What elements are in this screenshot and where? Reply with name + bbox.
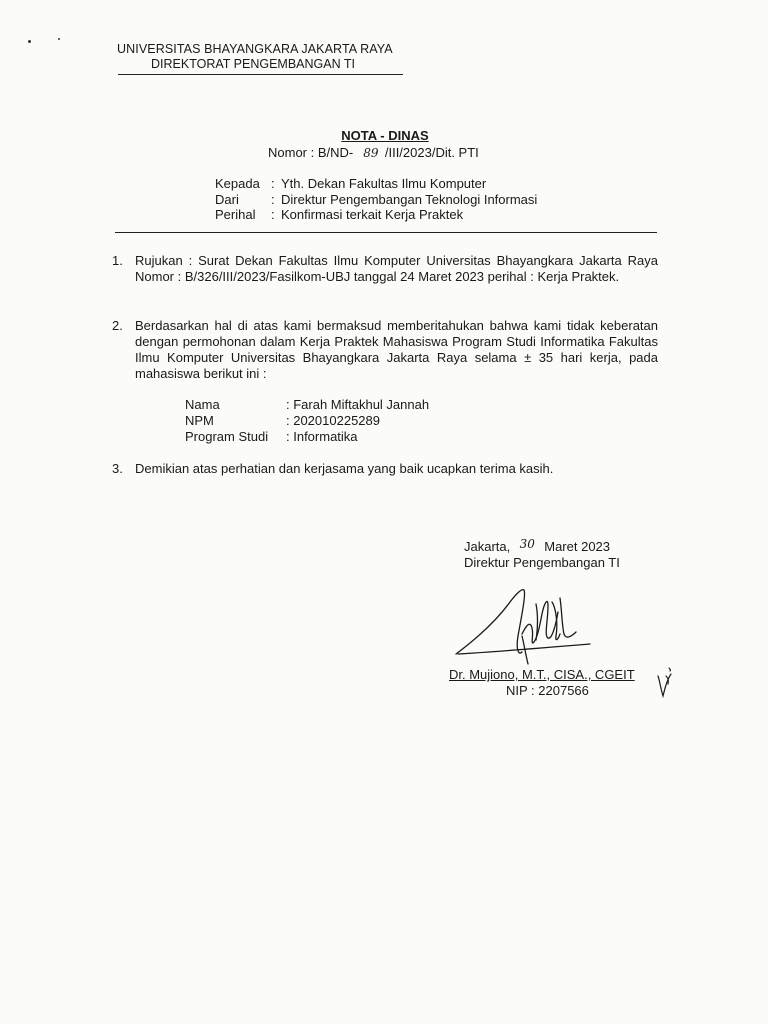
scan-speck bbox=[28, 40, 31, 43]
paragraph-number: 1. bbox=[112, 253, 123, 268]
paragraph-1 bbox=[112, 253, 658, 285]
signer-nip: NIP : 2207566 bbox=[506, 683, 589, 698]
to-separator: : bbox=[271, 176, 275, 191]
subject-separator: : bbox=[271, 207, 275, 222]
paragraph-2 bbox=[112, 318, 658, 382]
paragraph-text: Berdasarkan hal di atas kami bermaksud memberitahukan bahwa kami tidak keberatan dengan permohonan dalam Kerja Praktek Mahasiswa Program Studi Informatika Fakultas Ilmu Komputer Universitas Bhayangkara Jakarta Raya selama ± 35 hari kerja, pada mahasiswa berikut ini : bbox=[135, 318, 658, 381]
student-npm-value: : 202010225289 bbox=[286, 413, 380, 428]
signature-date-line bbox=[464, 539, 620, 555]
paragraph-number: 3. bbox=[112, 461, 123, 476]
student-npm-label: NPM bbox=[185, 413, 214, 428]
memo-title: NOTA - DINAS bbox=[341, 128, 429, 143]
scan-speck bbox=[58, 38, 60, 40]
signature-day-handwritten: 30 bbox=[519, 537, 535, 551]
addressing-divider bbox=[115, 232, 657, 233]
paragraph-text: Demikian atas perhatian dan kerjasama yang baik ucapkan terima kasih. bbox=[135, 461, 554, 476]
memo-number-prefix: Nomor : B/ND- bbox=[268, 145, 354, 160]
subject-label: Perihal bbox=[215, 207, 256, 222]
student-name-label: Nama bbox=[185, 397, 220, 412]
directorate-name: DIREKTORAT PENGEMBANGAN TI bbox=[151, 57, 355, 71]
header-underline bbox=[118, 74, 403, 75]
handwritten-initial bbox=[655, 666, 675, 700]
student-program-label: Program Studi bbox=[185, 429, 269, 444]
student-program-value: : Informatika bbox=[286, 429, 358, 444]
institution-name: UNIVERSITAS BHAYANGKARA JAKARTA RAYA bbox=[117, 42, 393, 56]
from-label: Dari bbox=[215, 191, 239, 207]
memo-number-suffix: /III/2023/Dit. PTI bbox=[384, 145, 479, 160]
to-value: Yth. Dekan Fakultas Ilmu Komputer bbox=[281, 176, 487, 191]
signature-date-block bbox=[464, 539, 620, 571]
signature-month-year: Maret 2023 bbox=[544, 539, 611, 554]
signature-city: Jakarta, bbox=[464, 539, 511, 554]
subject-row bbox=[215, 207, 537, 223]
paragraph-number: 2. bbox=[112, 318, 123, 333]
student-program-row bbox=[185, 429, 429, 445]
memo-number bbox=[268, 145, 479, 160]
subject-value: Konfirmasi terkait Kerja Praktek bbox=[281, 207, 464, 222]
student-name-value: : Farah Miftakhul Jannah bbox=[286, 397, 430, 412]
to-label: Kepada bbox=[215, 176, 260, 191]
signer-name: Dr. Mujiono, M.T., CISA., CGEIT bbox=[449, 667, 635, 682]
addressing-block bbox=[215, 176, 537, 223]
from-separator: : bbox=[271, 191, 275, 207]
to-row bbox=[215, 176, 537, 192]
memo-number-handwritten: 89 bbox=[363, 146, 379, 160]
student-info bbox=[185, 397, 429, 445]
paragraph-text: Rujukan : Surat Dekan Fakultas Ilmu Komputer Universitas Bhayangkara Jakarta Raya Nomor : B/326/III/2023/Fasilkom-UBJ tanggal 24 Maret 2023 perihal : Kerja Praktek. bbox=[135, 253, 658, 284]
handwritten-signature bbox=[452, 584, 612, 674]
student-npm-row bbox=[185, 413, 429, 429]
memo-title-wrap bbox=[0, 128, 768, 143]
from-row bbox=[215, 192, 537, 208]
from-value: Direktur Pengembangan Teknologi Informasi bbox=[281, 191, 538, 207]
student-name-row bbox=[185, 397, 429, 413]
paragraph-3 bbox=[112, 461, 658, 477]
signature-position: Direktur Pengembangan TI bbox=[464, 555, 620, 570]
